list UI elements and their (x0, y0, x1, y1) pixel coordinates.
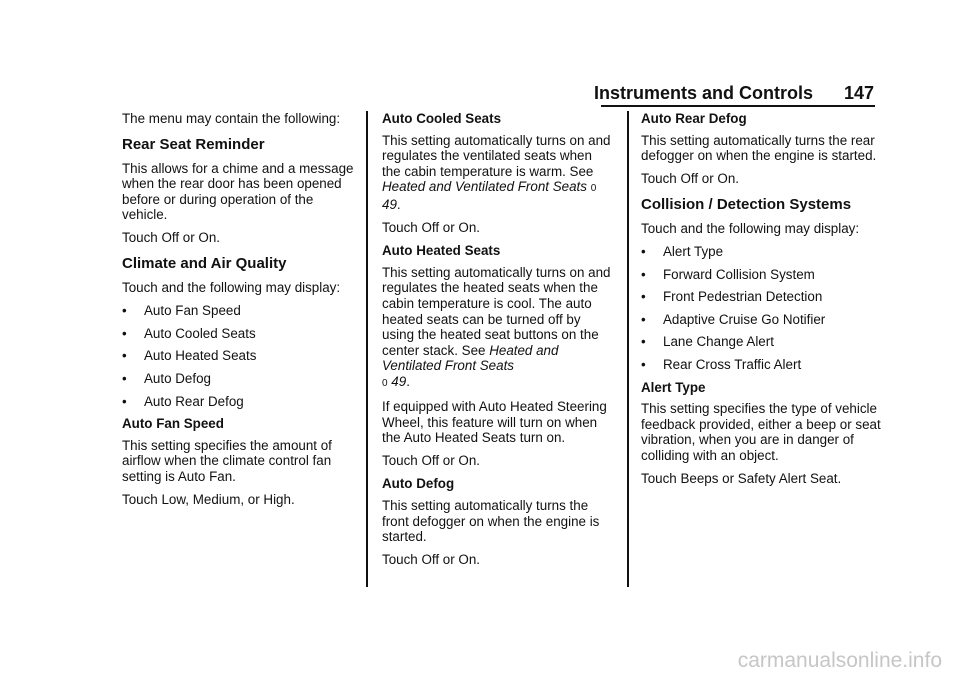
list-item (641, 289, 881, 305)
list-item-label: Auto Defog (144, 370, 211, 386)
intro-paragraph: The menu may contain the following: (122, 111, 341, 126)
rear-seat-reminder-text: This allows for a chime and a message when the rear door has been opened before or during operation of the vehicle. (122, 160, 354, 223)
list-item-label: Auto Heated Seats (144, 348, 257, 364)
auto-defog-touch: Touch Off or On. (382, 552, 480, 568)
list-item (122, 394, 354, 410)
page-ref-arrow-icon: 0 (590, 183, 597, 195)
heated-body: This setting automatically turns on and regulates the heated seats when the cabin temperature is cool. The auto heated seats can be turned off by using the heated seat buttons on the center stack. See (382, 264, 611, 358)
page-number: 147 (843, 83, 874, 103)
alert-type-heading: Alert Type (641, 379, 706, 395)
bullet: • (641, 266, 646, 282)
column-3 (641, 111, 881, 494)
list-item-label: Auto Rear Defog (144, 393, 244, 409)
list-item (641, 334, 881, 350)
auto-defog-heading: Auto Defog (382, 476, 455, 492)
alert-type-text: This setting specifies the type of vehicle feedback provided, either a beep or seat vibration, when you are in danger of colliding with an object. (641, 401, 881, 463)
auto-fan-speed-touch: Touch Low, Medium, or High. (122, 492, 295, 507)
list-item-label: Forward Collision System (663, 266, 815, 282)
rear-seat-reminder-heading: Rear Seat Reminder (122, 135, 265, 153)
column-2 (382, 111, 612, 575)
list-item (122, 348, 354, 364)
auto-fan-speed-text: This setting specifies the amount of airflow when the climate control fan setting is Auto Fan. (122, 437, 332, 484)
page-ref: 49 (391, 373, 407, 389)
column-divider (627, 111, 629, 587)
collision-intro: Touch and the following may display: (641, 220, 860, 236)
rear-seat-reminder-touch: Touch Off or On. (122, 230, 220, 246)
heated-steering-text: If equipped with Auto Heated Steering Wheel, this feature will turn on when the Auto Heated Seats turn on. (382, 399, 607, 446)
list-item (122, 371, 354, 387)
auto-fan-speed-heading: Auto Fan Speed (122, 416, 224, 432)
auto-rear-defog-touch: Touch Off or On. (641, 171, 739, 187)
list-item-label: Alert Type (663, 243, 724, 259)
collision-heading: Collision / Detection Systems (641, 195, 852, 213)
period: . (406, 373, 410, 389)
section-title: Instruments and Controls (593, 83, 813, 103)
bullet: • (641, 311, 646, 327)
auto-cooled-seats-text (382, 133, 612, 213)
auto-heated-seats-touch: Touch Off or On. (382, 453, 480, 469)
link-text: Heated and Ventilated Front Seats (382, 179, 587, 195)
auto-heated-seats-text (382, 265, 612, 392)
climate-heading: Climate and Air Quality (122, 255, 287, 273)
header-rule (601, 105, 875, 107)
bullet: • (641, 334, 646, 350)
collision-list (641, 244, 881, 373)
page-ref-arrow-icon: 0 (382, 377, 388, 389)
column-divider (366, 111, 368, 587)
climate-list (122, 303, 354, 409)
alert-type-touch: Touch Beeps or Safety Alert Seat. (641, 471, 842, 486)
list-item-label: Auto Fan Speed (144, 303, 241, 319)
auto-cooled-seats-heading: Auto Cooled Seats (382, 111, 502, 126)
bullet: • (641, 243, 646, 259)
list-item (641, 312, 881, 328)
bullet: • (122, 348, 127, 364)
auto-rear-defog-heading: Auto Rear Defog (641, 111, 747, 126)
page-header (0, 82, 960, 106)
list-item (641, 357, 881, 373)
auto-rear-defog-text: This setting automatically turns the rear defogger on when the engine is started. (641, 132, 877, 164)
page-ref: 49 (382, 196, 397, 212)
list-item-label: Auto Cooled Seats (144, 325, 256, 341)
watermark: carmanualsonline.info (737, 649, 942, 672)
bullet: • (641, 289, 646, 305)
list-item (122, 326, 354, 342)
climate-intro: Touch and the following may display: (122, 280, 341, 296)
list-item-label: Adaptive Cruise Go Notifier (663, 311, 826, 327)
list-item-label: Front Pedestrian Detection (663, 289, 823, 305)
link-text: Heated and Ventilated Front Seats (382, 342, 559, 374)
auto-heated-seats-heading: Auto Heated Seats (382, 243, 501, 259)
period: . (396, 196, 401, 212)
list-item (641, 267, 881, 283)
bullet: • (641, 356, 646, 372)
auto-defog-text: This setting automatically turns the front defogger on when the engine is started. (382, 497, 600, 545)
list-item-label: Lane Change Alert (663, 334, 774, 350)
auto-cooled-seats-touch: Touch Off or On. (382, 220, 480, 236)
heated-ventilated-seats-link[interactable] (382, 179, 596, 212)
cooled-body: This setting automatically turns on and regulates the ventilated seats when the cabin temperature is warm. See (382, 132, 611, 179)
bullet: • (122, 325, 127, 341)
list-item (641, 244, 881, 260)
list-item (122, 303, 354, 319)
bullet: • (122, 393, 127, 409)
bullet: • (122, 370, 127, 386)
bullet: • (122, 303, 127, 319)
list-item-label: Rear Cross Traffic Alert (663, 356, 802, 372)
column-1 (122, 111, 354, 515)
